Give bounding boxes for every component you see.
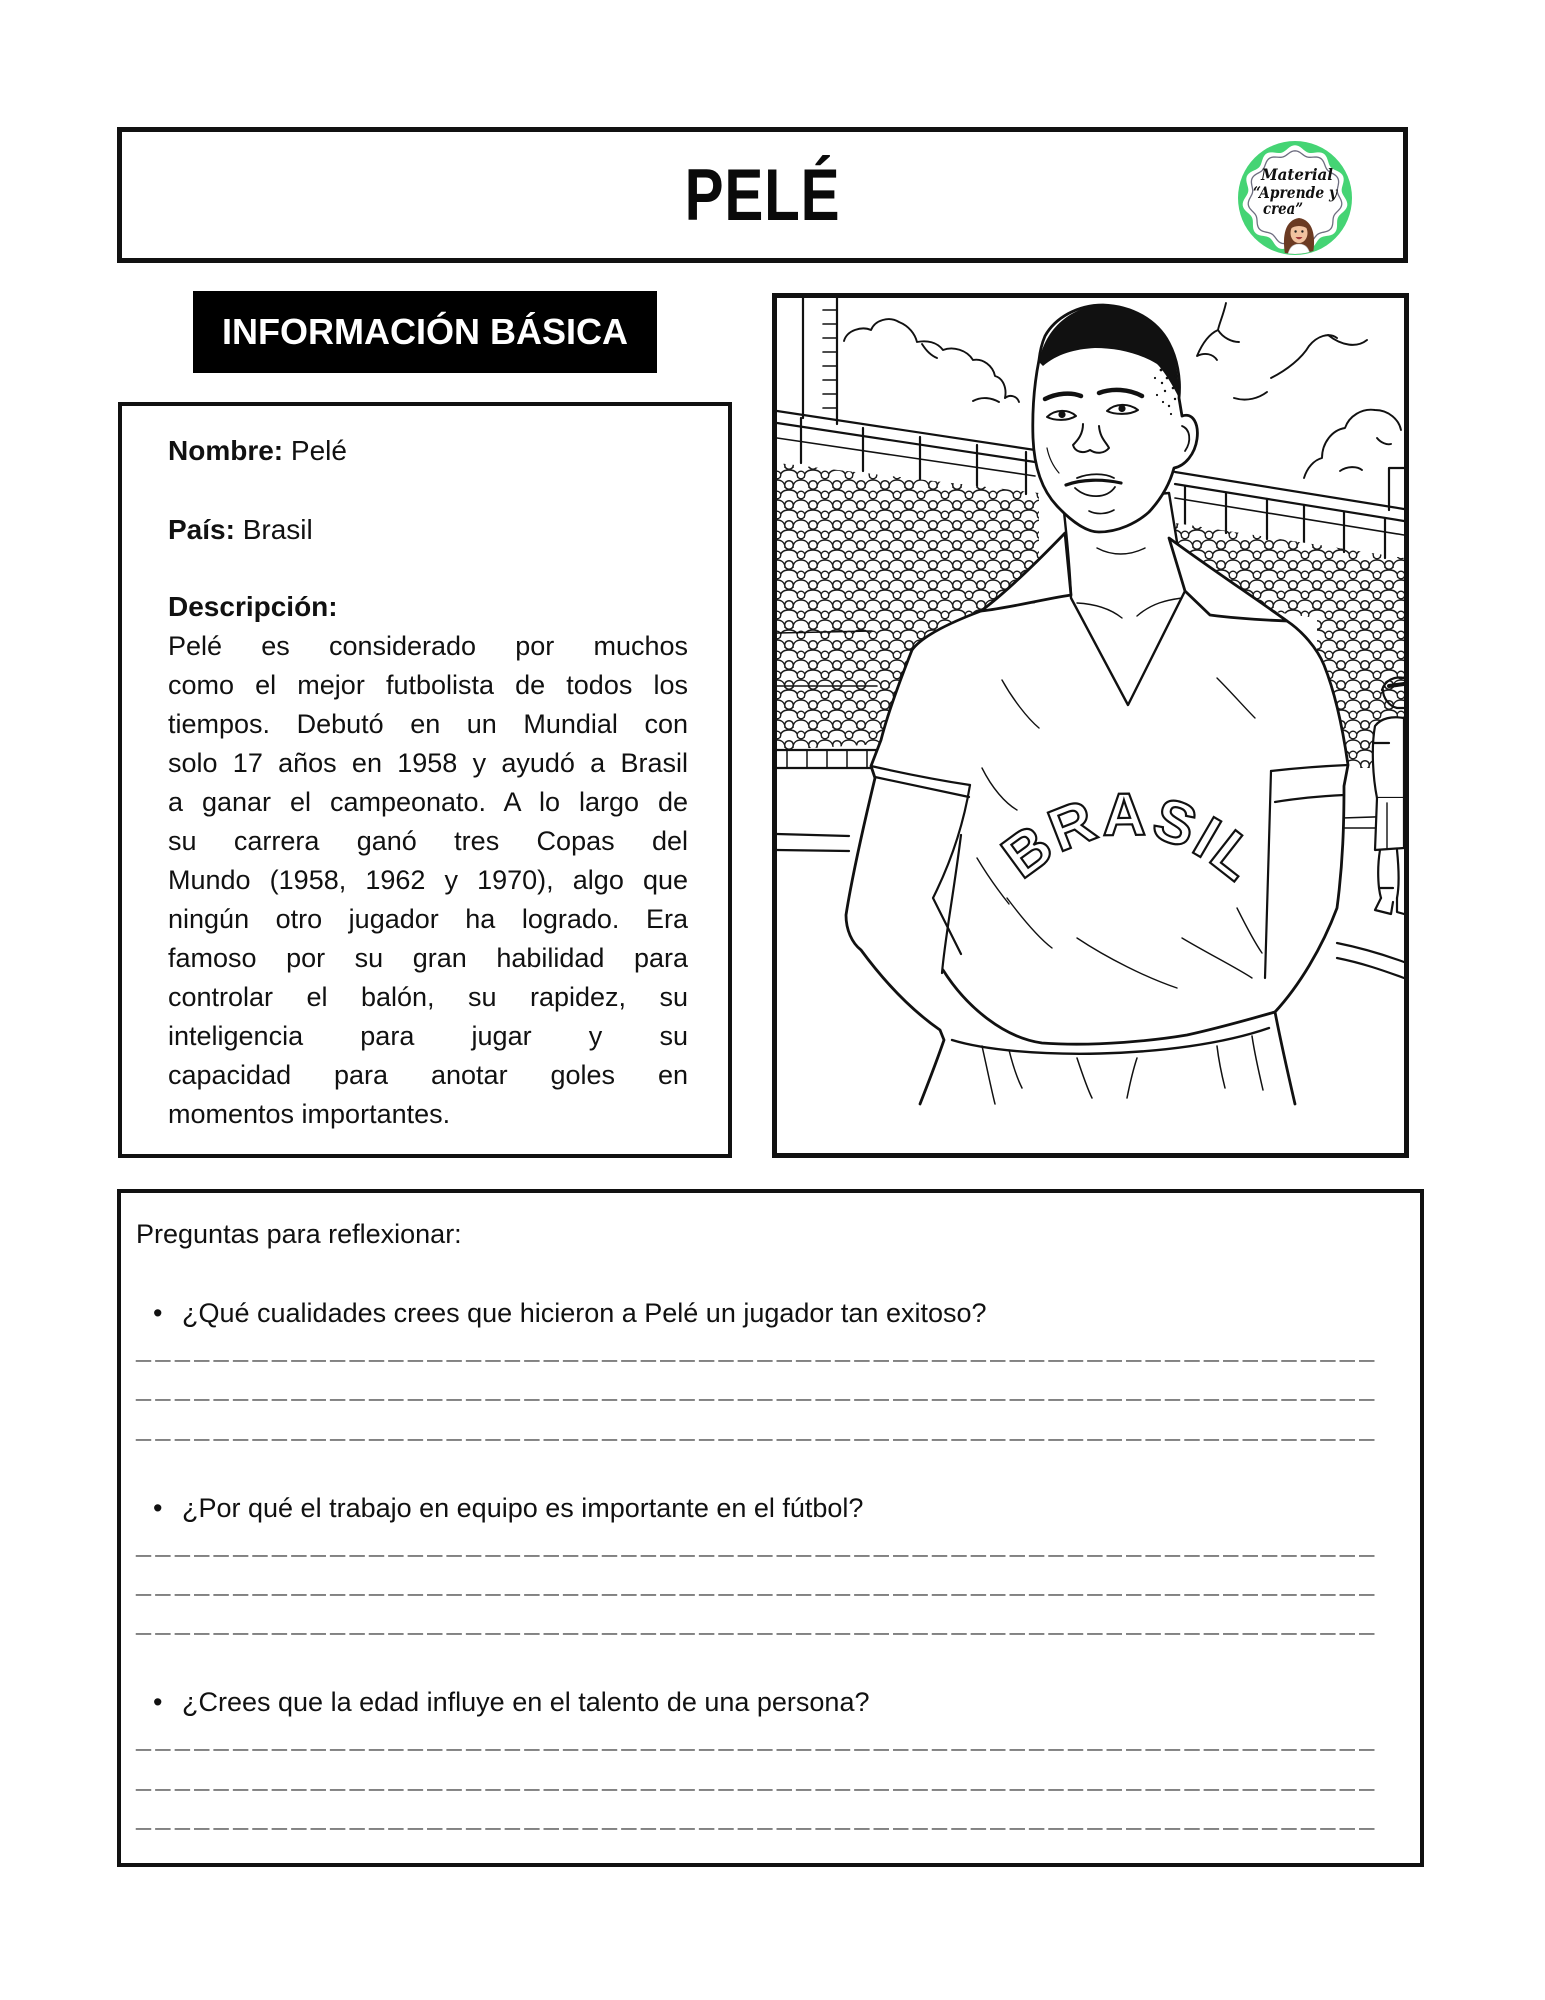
answer-line: ________________________________________________________________ (136, 1568, 1379, 1598)
description-row (168, 593, 338, 621)
description-line: momentos importantes. (168, 1099, 451, 1129)
name-label: Nombre: (168, 435, 284, 466)
logo-graphic (1237, 140, 1353, 256)
country-label: País: (168, 514, 235, 545)
illustration-box (772, 293, 1409, 1158)
description-line: a ganar el campeonato. A lo largo de (168, 787, 688, 817)
country-row (168, 516, 313, 544)
bullet-icon (153, 1495, 162, 1522)
questions-header: Preguntas para reflexionar: (136, 1219, 462, 1249)
question-2: ¿Por qué el trabajo en equipo es importante en el fútbol? (182, 1493, 864, 1523)
answer-line: ________________________________________________________________ (136, 1334, 1379, 1364)
info-box (118, 402, 732, 1158)
description-line: controlar el balón, su rapidez, su (168, 982, 688, 1012)
description-line: ningún otro jugador ha logrado. Era (168, 904, 688, 934)
question-3: ¿Crees que la edad influye en el talento de una persona? (182, 1687, 870, 1717)
questions-box (117, 1189, 1424, 1867)
description-line: como el mejor futbolista de todos los (168, 670, 688, 700)
section-label: INFORMACIÓN BÁSICA (193, 291, 657, 373)
country-value: Brasil (242, 514, 313, 545)
shirt-lettering-text: BRASIL (989, 780, 1272, 895)
description-line: Pelé es considerado por muchos (168, 631, 688, 661)
answer-line: ________________________________________________________________ (136, 1607, 1379, 1637)
logo-text-line2: “Aprende y (1253, 183, 1339, 202)
description-label: Descripción: (168, 591, 338, 622)
answer-line: ________________________________________________________________ (136, 1723, 1379, 1753)
name-row (168, 437, 347, 465)
stadium-tower (803, 298, 837, 424)
answer-line: ________________________________________________________________ (136, 1763, 1379, 1793)
answer-line: ________________________________________________________________ (136, 1529, 1379, 1559)
description-line: capacidad para anotar goles en (168, 1060, 688, 1090)
answer-line: ________________________________________________________________ (136, 1802, 1379, 1832)
description-line: inteligencia para jugar y su (168, 1021, 688, 1051)
answer-line: ________________________________________________________________ (136, 1413, 1379, 1443)
page-title: PELÉ (684, 155, 841, 236)
logo-text-line1: Material (1260, 165, 1333, 184)
description-line: tiempos. Debutó en un Mundial con (168, 709, 688, 739)
logo-text-line3: crea” (1263, 199, 1303, 218)
bullet-icon (153, 1689, 162, 1716)
logo-badge (1237, 140, 1353, 256)
description-line: solo 17 años en 1958 y ayudó a Brasil (168, 748, 688, 778)
pele-illustration (777, 298, 1404, 1153)
name-value: Pelé (290, 435, 347, 466)
description-line: famoso por su gran habilidad para (168, 943, 688, 973)
player-figure (846, 305, 1348, 1104)
title-box (117, 127, 1408, 263)
bullet-icon (153, 1300, 162, 1327)
question-1: ¿Qué cualidades crees que hicieron a Pelé un jugador tan exitoso? (182, 1298, 987, 1328)
description-line: su carrera ganó tres Copas del (168, 826, 688, 856)
answer-line: ________________________________________________________________ (136, 1373, 1379, 1403)
description-line: Mundo (1958, 1962 y 1970), algo que (168, 865, 688, 895)
